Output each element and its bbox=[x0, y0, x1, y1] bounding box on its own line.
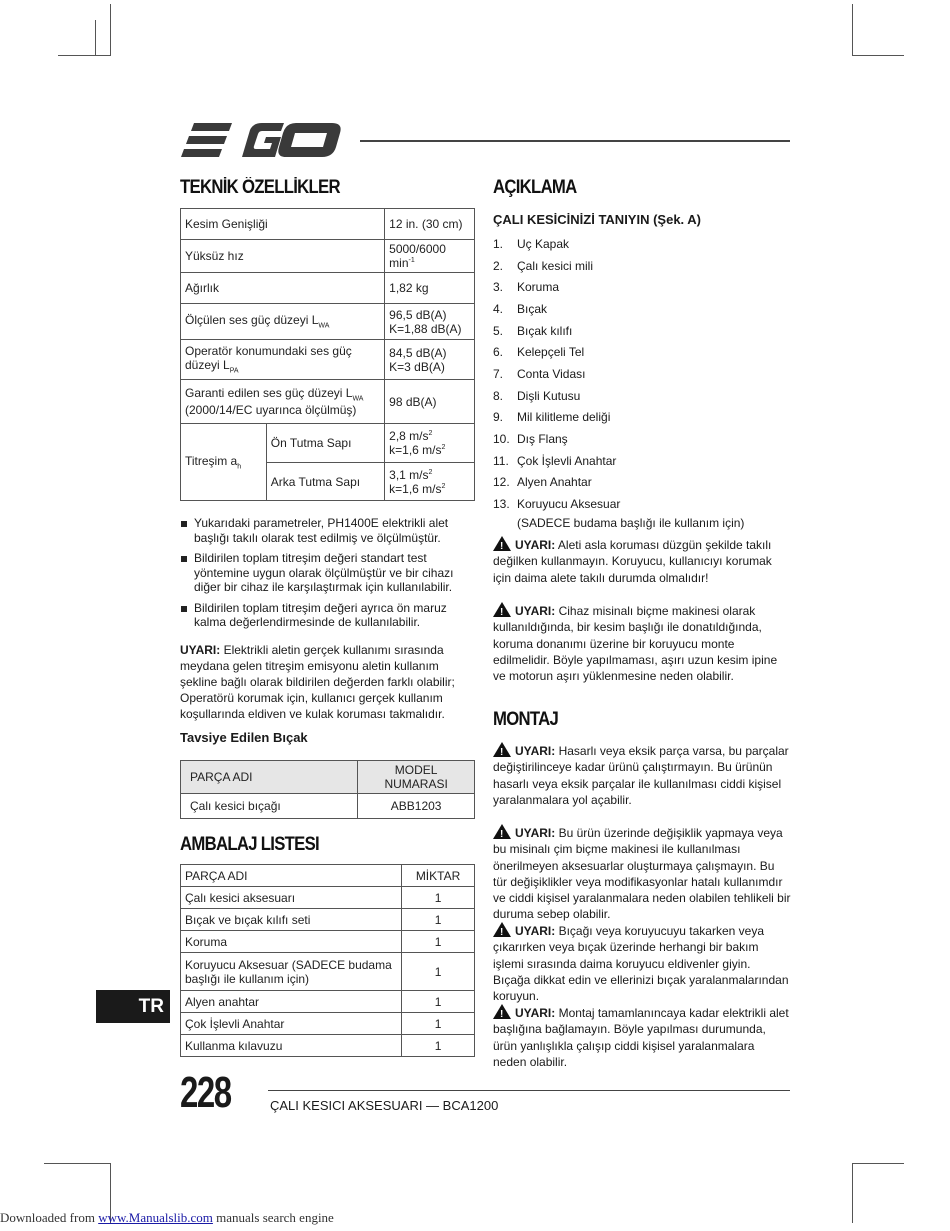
spec-label: Operatör konumundaki ses güç düzeyi $L_{PA}$ bbox=[181, 340, 385, 380]
download-notice: Downloaded from www.Manualslib.com manuals search engine bbox=[0, 1210, 334, 1225]
warning-icon bbox=[493, 536, 511, 551]
assembly-title: MONTAJ bbox=[493, 709, 559, 730]
bullet-item: Bildirilen toplam titreşim değeri ayrıca ön maruz kalma değerlendirmesinde de kullanılabilir. bbox=[180, 601, 476, 630]
part-item: 1. Uç Kapak bbox=[493, 236, 570, 251]
packing-table bbox=[180, 864, 475, 1057]
packing-header-qty: MİKTAR bbox=[402, 865, 475, 887]
spec-value: 1,82 kg bbox=[385, 273, 475, 304]
spec-label: Yüksüz hız bbox=[181, 240, 385, 273]
parts-list bbox=[493, 233, 744, 531]
warning-trimmer: !UYARI: Cihaz misinalı biçme makinesi olarak kullanıldığında, bir kesim başlığı ile donatıldığında, koruma donanımı üzerine bir koruyucu monte edilmelidir. Böyle yapılmaması, aşırı uzun kesim ipine ve motorun aşırı yüklenmesine neden olabilir. bbox=[493, 602, 791, 684]
header-rule bbox=[360, 140, 790, 142]
footer-doc-title: ÇALI KESICI AKSESUARI — BCA1200 bbox=[270, 1098, 499, 1113]
warning-gloves: !UYARI: Bıçağı veya koruyucuyu takarken veya çıkarırken veya bıçak üzerinde herhangi bir bakım işlemi sırasında daima koruyucu eldivenler giyin. Bıçağa dikkat edin ve ellerinizi bıçak yaralanmalarından koruyun. bbox=[493, 922, 791, 1004]
blade-model: ABB1203 bbox=[358, 794, 475, 819]
packing-item: Kullanma kılavuzu bbox=[181, 1035, 402, 1057]
packing-item: Koruyucu Aksesuar (SADECE budama başlığı ile kullanım için) bbox=[181, 953, 402, 991]
packing-row bbox=[181, 887, 475, 909]
packing-qty: 1 bbox=[402, 931, 475, 953]
spec-row bbox=[181, 273, 475, 304]
spec-title: TEKNİK ÖZELLİKLER bbox=[180, 177, 340, 198]
know-your-tool-title: ÇALI KESİCİNİZİ TANIYIN (Şek. A) bbox=[493, 212, 702, 227]
vibration-value: 3,1 $m/s^2$ k=1,6 $m/s^2$ bbox=[385, 463, 475, 501]
spec-row bbox=[181, 340, 475, 380]
part-item: 7. Conta Vidası bbox=[493, 366, 586, 381]
spec-value: 96,5 dB(A) K=1,88 dB(A) bbox=[385, 304, 475, 340]
handle-label: Ön Tutma Sapı bbox=[266, 424, 384, 463]
part-item: 2. Çalı kesici mili bbox=[493, 258, 594, 273]
warning-icon bbox=[493, 922, 511, 937]
spec-value: 84,5 dB(A) K=3 dB(A) bbox=[385, 340, 475, 380]
part-item: 12. Alyen Anahtar bbox=[493, 475, 592, 490]
crop-mark bbox=[95, 20, 96, 55]
spec-row bbox=[181, 380, 475, 424]
packing-row bbox=[181, 991, 475, 1013]
blade-table bbox=[180, 760, 475, 819]
part-item: 10. Dış Flanş bbox=[493, 432, 568, 447]
packing-title: AMBALAJ LISTESI bbox=[180, 834, 319, 855]
spec-label: Ağırlık bbox=[181, 273, 385, 304]
blade-title: Tavsiye Edilen Bıçak bbox=[180, 730, 308, 745]
crop-mark bbox=[852, 55, 904, 56]
part-item: 4. Bıçak bbox=[493, 301, 548, 316]
part-item: 9. Mil kilitleme deliği bbox=[493, 410, 611, 425]
packing-row bbox=[181, 909, 475, 931]
warning-icon bbox=[493, 1004, 511, 1019]
spec-label: Kesim Genişliği bbox=[181, 209, 385, 240]
part-item: 11. Çok İşlevli Anahtar bbox=[493, 453, 617, 468]
packing-item: Bıçak ve bıçak kılıfı seti bbox=[181, 909, 402, 931]
warning-icon bbox=[493, 824, 511, 839]
warning-connect: !UYARI: Montaj tamamlanıncaya kadar elektrikli alet başlığına bağlamayın. Böyle yapılması durumunda, ürün yanlışlıkla çalışıp ciddi kişisel yaralanmalara neden olabilir. bbox=[493, 1004, 791, 1070]
vibration-warning: UYARI: Elektrikli aletin gerçek kullanımı sırasında meydana gelen titreşim emisyonu aletin kullanım şekline bağlı olarak bildirilen değerden farklı olabilir; Operatörü korumak için, kullanıcı gerçek kullanım koşullarında eldiven ve kulak koruması takmalıdır. bbox=[180, 643, 455, 721]
description-title: AÇIKLAMA bbox=[493, 177, 577, 198]
warning-damaged-parts: !UYARI: Hasarlı veya eksik parça varsa, bu parçalar değiştirilinceye kadar ürünü çalıştırmayın. Bu ürünün hasarlı veya eksik parçalar ile kullanılması ciddi kişisel yaralanmalara yol açabilir. bbox=[493, 742, 791, 808]
blade-header-part: PARÇA ADI bbox=[181, 761, 358, 794]
part-item: 8. Dişli Kutusu bbox=[493, 388, 581, 403]
spec-label: Ölçülen ses güç düzeyi $L_{WA}$ bbox=[181, 304, 385, 340]
spec-row bbox=[181, 209, 475, 240]
part-item: 3. Koruma bbox=[493, 280, 560, 295]
packing-qty: 1 bbox=[402, 1035, 475, 1057]
packing-header-part: PARÇA ADI bbox=[181, 865, 402, 887]
page-number: 228 bbox=[180, 1068, 231, 1117]
part-item-note: (SADECE budama başlığı ile kullanım için) bbox=[517, 515, 745, 530]
handle-label: Arka Tutma Sapı bbox=[266, 463, 384, 501]
packing-item: Koruma bbox=[181, 931, 402, 953]
blade-part: Çalı kesici bıçağı bbox=[181, 794, 358, 819]
bullet-item: Bildirilen toplam titreşim değeri standart test yöntemine uygun olarak ölçülmüştür ve bir cihazı diğer bir cihaz ile karşılaştırmak için kullanılabilir. bbox=[180, 551, 476, 595]
vibration-value: 2,8 $m/s^2$ k=1,6 $m/s^2$ bbox=[385, 424, 475, 463]
part-item: 6. Kelepçeli Tel bbox=[493, 345, 585, 360]
blade-header-model: MODEL NUMARASI bbox=[358, 761, 475, 794]
part-item: 5. Bıçak kılıfı bbox=[493, 323, 573, 338]
vibration-label: Titreşim $a_h$ bbox=[181, 424, 267, 501]
crop-mark bbox=[852, 1163, 853, 1223]
packing-qty: 1 bbox=[402, 909, 475, 931]
spec-value: 12 in. (30 cm) bbox=[385, 209, 475, 240]
packing-qty: 1 bbox=[402, 1013, 475, 1035]
crop-mark bbox=[852, 4, 853, 56]
part-item: 13. Koruyucu Aksesuar bbox=[493, 497, 621, 512]
language-tab: TR bbox=[96, 990, 170, 1023]
crop-mark bbox=[44, 1163, 110, 1164]
spec-value: 98 dB(A) bbox=[385, 380, 475, 424]
spec-label: Garanti edilen ses güç düzeyi $L_{WA}$ (2000/14/EC uyarınca ölçülmüş) bbox=[181, 380, 385, 424]
bullet-item: Yukarıdaki parametreler, PH1400E elektrikli alet başlığı takılı olarak test edilmiş ve ölçülmüştür. bbox=[180, 516, 476, 545]
warning-guard: !UYARI: Aleti asla koruması düzgün şekilde takılı değilken kullanmayın. Koruyucu, kullanıcıyı korumak için daima alete takılı durumda olmalıdır! bbox=[493, 536, 791, 586]
spec-value: 5000/6000 $\min^{-1}$ bbox=[385, 240, 475, 273]
vibration-row bbox=[181, 424, 475, 463]
warning-modification: !UYARI: Bu ürün üzerinde değişiklik yapmaya veya bu misinalı çim biçme makinesi ile kullanılması önerilmeyen aksesuarlar oluşturmaya çalışmayın. Bu tür değişiklikler veya modifikasyonlar hatalı kullanımdır ve ciddi kişisel yaralanmalara neden olabilen tehlikeli bir duruma sebep olabilir. bbox=[493, 824, 791, 923]
warning-icon bbox=[493, 742, 511, 757]
packing-row bbox=[181, 1013, 475, 1035]
packing-item: Alyen anahtar bbox=[181, 991, 402, 1013]
ego-logo bbox=[180, 120, 345, 160]
packing-qty: 1 bbox=[402, 887, 475, 909]
packing-item: Çalı kesici aksesuarı bbox=[181, 887, 402, 909]
manualslib-link[interactable]: www.Manualslib.com bbox=[98, 1210, 213, 1225]
spec-table bbox=[180, 208, 475, 501]
spec-row bbox=[181, 240, 475, 273]
footer-rule bbox=[268, 1090, 790, 1091]
warning-icon bbox=[493, 602, 511, 617]
packing-row bbox=[181, 953, 475, 991]
note-bullets bbox=[180, 516, 476, 636]
packing-row bbox=[181, 1035, 475, 1057]
packing-qty: 1 bbox=[402, 953, 475, 991]
packing-item: Çok İşlevli Anahtar bbox=[181, 1013, 402, 1035]
crop-mark bbox=[852, 1163, 904, 1164]
packing-row bbox=[181, 931, 475, 953]
crop-mark bbox=[110, 4, 111, 56]
spec-row bbox=[181, 304, 475, 340]
crop-mark bbox=[58, 55, 110, 56]
packing-qty: 1 bbox=[402, 991, 475, 1013]
